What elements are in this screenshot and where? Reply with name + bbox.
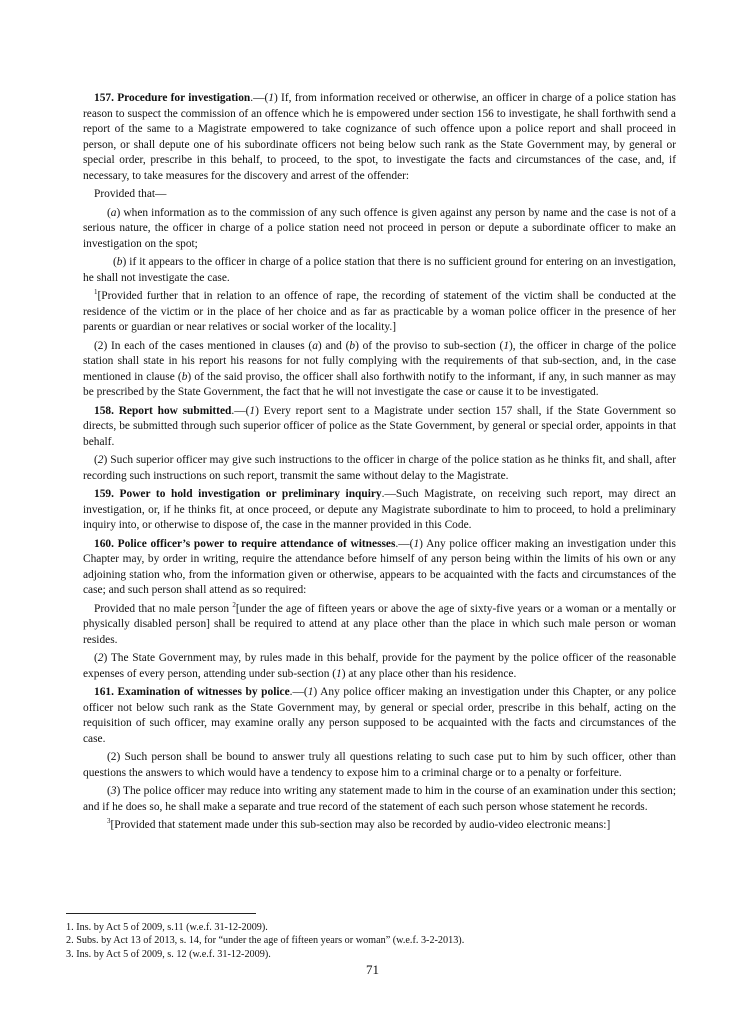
section-158-para-1: 158. Report how submitted.—(1) Every report sent to a Magistrate under section 157 shall, if the State Government so directs, be submitted through such superior officer of police as the State Government, by general or special order, appoints in that behalf. (83, 404, 676, 448)
section-157-heading: 157. Procedure for investigation (94, 92, 251, 104)
footnote-marker-1: 1 (94, 288, 98, 297)
section-157-clause-a: (a) when information as to the commission of any such offence is given against any person by name and the case is not of a serious nature, the officer in charge of a police station need not proceed in person or depute a subordinate officer to make an investigation on the spot; (83, 206, 676, 250)
section-158-heading: 158. Report how submitted (94, 404, 232, 417)
section-160-proviso: Provided that no male person $^2$[under the age of fifteen years or above the age of sixty-five years or a woman or a mentally or physically disabled person] shall be required to attend at any place other than the place in which such male person or woman resides. (83, 600, 676, 646)
section-158-para-2: (2) Such superior officer may give such instructions to the officer in charge of the police station as he thinks fit, and shall, after recording such instructions on such report, transmit the same without delay to the Magistrate. (83, 454, 676, 482)
section-157-clause-b: (b) if it appears to the officer in charge of a police station that there is no sufficient ground for entering on an investigation, he shall not investigate the case. (83, 256, 676, 284)
section-159-heading: 159. Power to hold investigation or preliminary inquiry (94, 488, 382, 500)
section-161-para-3: (3) The police officer may reduce into writing any statement made to him in the course of an examination under this section; and if he does so, he shall make a separate and true record of the statement of each such person whose statement he records. (83, 785, 676, 813)
section-161-para-1: 161. Examination of witnesses by police.—(1) Any police officer making an investigation under this Chapter, or any police officer not below such rank as the State Government may, by general or special order, prescribe in this behalf, acting on the requisition of such officer, may examine orally any person supposed to be acquainted with the facts and circumstances of the case. (83, 686, 676, 745)
section-157-proviso-further: $^1$[Provided further that in relation to an offence of rape, the recording of statement of the victim shall be conducted at the residence of the victim or in the place of her choice and as far as practicable by a woman police officer in the presence of her parents or guardian or near relatives or social worker of the locality.] (83, 288, 676, 333)
section-157-para-2: (2) In each of the cases mentioned in clauses (a) and (b) of the proviso to sub-section (1), the officer in charge of the police station shall state in his report his reasons for not fully complying with the requirements of that sub-section, and, in the case mentioned in clause (b) of the said proviso, the officer shall also forthwith notify to the informant, if any, in such manner as may be prescribed by the State Government, the fact that he will not investigate the case or cause it to be investigated. (83, 339, 676, 398)
section-157-proviso: Provided that— (94, 188, 167, 200)
footnote-3: 3. Ins. by Act 5 of 2009, s. 12 (w.e.f. 31-12-2009). (66, 948, 271, 960)
page-number: 71 (366, 962, 379, 977)
document-body (83, 91, 676, 837)
section-159-para: 159. Power to hold investigation or preliminary inquiry.—Such Magistrate, on receiving such report, may direct an investigation, or, if he thinks fit, at once proceed, or depute any Magistrate subordinate to him to proceed, to hold a preliminary inquiry into, or otherwise to dispose of, the case in the manner provided in this Code. (83, 488, 677, 531)
footnote-1: 1. Ins. by Act 5 of 2009, s.11 (w.e.f. 31-12-2009). (66, 922, 268, 933)
footnote-marker-2: 2 (232, 600, 236, 609)
section-161-para-2: (2) Such person shall be bound to answer truly all questions relating to such case put to him by such officer, other than questions the answers to which would have a tendency to expose him to a criminal charge or to a penalty or forfeiture. (83, 751, 676, 779)
footnote-divider (66, 913, 256, 914)
section-160-para-1: 160. Police officer’s power to require attendance of witnesses.—(1) Any police officer making an investigation under this Chapter may, by order in writing, require the attendance before himself of any person being within the limits of his own or any adjoining station who, from the information given or otherwise, appears to be acquainted with the facts and circumstances of the case; and such person shall attend as so required: (83, 537, 676, 596)
footnote-marker-3: 3 (107, 817, 111, 826)
footnote-2: 2. Subs. by Act 13 of 2013, s. 14, for “under the age of fifteen years or woman” (w.e.f. 3-2-2013). (66, 935, 465, 947)
section-160-heading: 160. Police officer’s power to require attendance of witnesses (94, 537, 396, 550)
section-161-proviso: $^3$[Provided that statement made under this sub-section may also be recorded by audio-video electronic means:] (107, 817, 611, 831)
section-157-para-1: 157. Procedure for investigation.—(1) If, from information received or otherwise, an officer in charge of a police station has reason to suspect the commission of an offence which he is empowered under section 156 to investigate, he shall forthwith send a report of the same to a Magistrate empowered to take cognizance of such offence upon a police report and shall proceed in person, or shall depute one of his subordinate officers not being below such rank as the State Government may, by general or special order, prescribe in this behalf, to proceed, to the spot, to investigate the facts and circumstances of the case, and, if necessary, to take measures for the discovery and arrest of the offender: (83, 92, 676, 182)
footnotes (66, 921, 666, 961)
section-161-heading: 161. Examination of witnesses by police (94, 686, 290, 698)
section-160-para-2: (2) The State Government may, by rules made in this behalf, provide for the payment by the police officer of the reasonable expenses of every person, attending under sub-section (1) at any place other than his residence. (83, 652, 676, 680)
